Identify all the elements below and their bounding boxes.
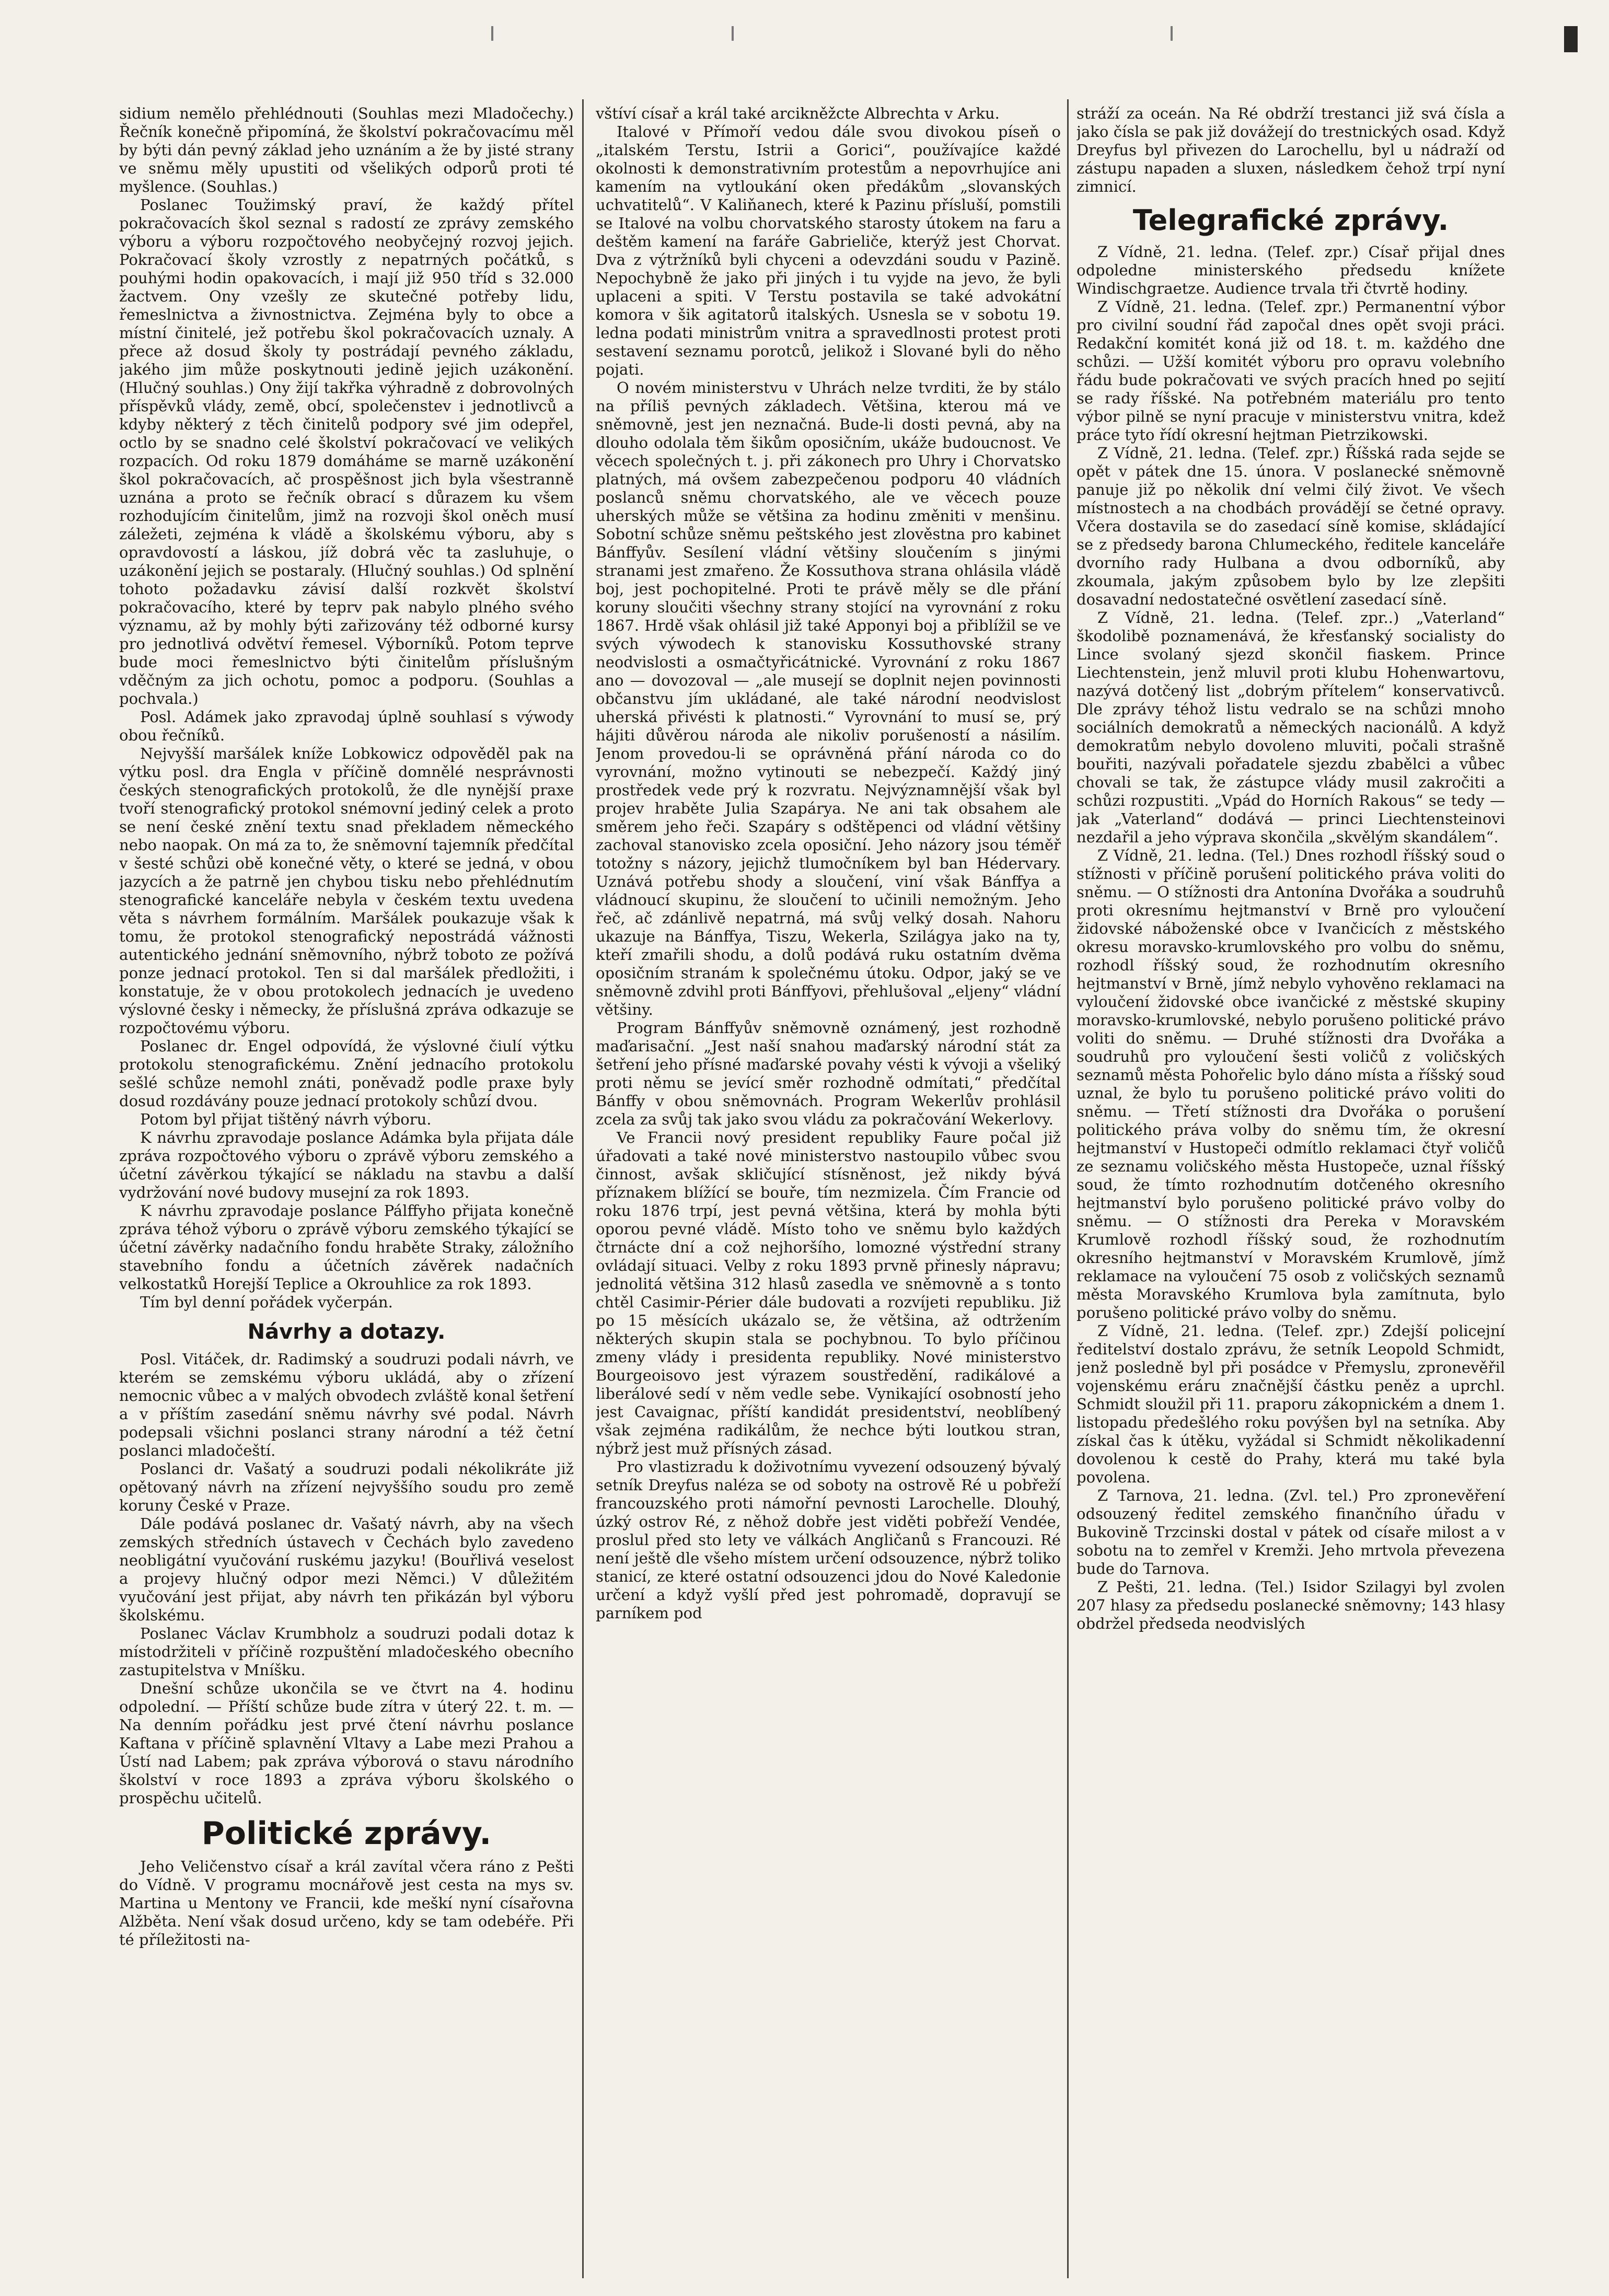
paragraph: Z Vídně, 21. ledna. (Telef. zpr.) Permanentní výbor pro civilní soudní řád započal dnes opět svoji práci. Redakční komitét koná již od 18. t. m. každého dne schůzi. — Užší komitét výboru pro opravu volebního řádu bude pokračovati ve svých pracích hned po sejití se rady říšské. Na potřebném materiálu pro tento výbor pilně se nyní pracuje v ministerstvu vnitra, kdež práce tyto řídí okresní hejtman Pietrzikowski.: [1076, 298, 1505, 444]
paragraph: Dnešní schůze ukončila se ve čtvrt na 4. hodinu odpolední. — Příští schůze bude zítra v úterý 22. t. m. — Na denním pořádku jest prvé čtení návrhu poslance Kaftana v příčině splavnění Vltavy a Labe mezi Prahou a Ústí nad Labem; pak zpráva výborová o stavu národního školství v roce 1893 a zpráva výboru školského o prospěchu učitelů.: [119, 1679, 574, 1807]
paragraph: Posl. Vitáček, dr. Radimský a soudruzi podali návrh, ve kterém se zemskému výboru ukládá, aby o zřízení nemocnic vůbec a v malých obvodech zvláště konal šetření a v příštím zasedání sněmu návrhy své podal. Návrh podepsali všichni poslanci strany národní a též četní poslanci mladočeští.: [119, 1350, 574, 1459]
paragraph: Dále podává poslanec dr. Vašatý návrh, aby na všech zemských středních ústavech v Čechách bylo zavedeno neobligátní vyučování ruskému jazyku! (Bouřlivá veselost a projevy hlučný odpor mezi Němci.) V důležitém vyučování jest přijat, aby návrh ten přikázán byl výboru školskému.: [119, 1515, 574, 1624]
column-rule: [1067, 99, 1069, 2278]
paragraph: Z Tarnova, 21. ledna. (Zvl. tel.) Pro zpronevěření odsouzený ředitel zemského finančního úřadu v Bukovině Trzcinski dostal v pátek od císaře milost a v sobotu na to zemřel v Kremži. Jeho mrtvola převezena bude do Tarnova.: [1076, 1487, 1505, 1578]
column-1: [119, 105, 574, 2278]
section-heading-politicke: Politické zprávy.: [201, 1815, 492, 1852]
paragraph: Posl. Adámek jako zpravodaj úplně souhlasí s výwody obou řečníků.: [119, 708, 574, 744]
paragraph: O novém ministerstvu v Uhrách nelze tvrditi, že by stálo na příliš pevných základech. Většina, kterou má ve sněmovně, jest jen neznačná. Bude-li dosti pevná, aby na dlouho odolala těm šikům oposičním, ukáže budoucnost. Ve věcech společných t. j. při zákonech pro Uhry i Chorvatsko platných, má ovšem zabezpečenou podporu 40 vládních poslanců sněmu chorvatského, ale ve věcech pouze uherských může se většina za hodinu změniti v menšinu. Sobotní schůze sněmu peštského jest zlověstna pro kabinet Bánffyův. Sesílení vládní většiny sloučením s jinými stranami jest zmařeno. Že Kossuthova strana ohlásila vládě boj, jest pochopitelné. Proti te právě měly se dle přání koruny sloučiti všechny strany stojící na vyrovnání z roku 1867. Hrdě však ohlásil již také Apponyi boj a přiblížil se ve svých výwodech k stanovisku Kossuthovské strany neodvislosti a osmačtyřicátnické. Vyrovnání z roku 1867 ano — dovozoval — „ale musejí se doplnit nejen povinnosti občanstvu jím ukládané, ale také národní neodvislost uherská přivésti k platnosti.“ Vyrovnání to musí se, prý hájiti důvěrou národa ale nikoliv porušeností a násilím. Jenom provedou-li se oprávněná přání národa co do vyrovnání, možno vytinouti se nebezpečí. Každý jiný prostředek vede prý k rozvratu. Nejvýznamnější však byl projev hraběte Julia Szapáryа. Ne ani tak obsahem ale směrem jeho řeči. Szapáry s odštěpenci od vládní většiny zachoval stanovisko zcela oposiční. Jeho názory jsou téměř totožny s názory, jejichž tlumočníkem byl ban Hédervary. Uznává potřebu shody a sloučení, viní však Bánffya a vládnoucí skupinu, že sloučení to učinili nemožným. Jeho řeč, ač zdánlivě nepatrná, má svůj velký dosah. Nahoru ukazuje na Bánffya, Tiszu, Wekerla, Szilágya jako na ty, kteří zmařili shodu, a dolů podává ruku ostatním dvěma oposičním stranám k společnému útoku. Odpor, jaký se ve sněmovně zdvihl proti Bánffyovi, přehlušoval „eljeny“ vládní většiny.: [596, 379, 1061, 1018]
paragraph: Jeho Veličenstvo císař a král zavítal včera ráno z Pešti do Vídně. V programu mocnářově jest cesta na mys sv. Martina u Mentony ve Francii, kde meškí nyní císařovna Alžběta. Není však dosud určeno, kdy se tam odebéře. Při té příležitosti na-: [119, 1858, 574, 1949]
paragraph: Poslanec Václav Krumbholz a soudruzi podali dotaz k místodržiteli v příčině rozpuštění mladočeského obecního zastupitelstva v Mníšku.: [119, 1625, 574, 1679]
paragraph: Z Vídně, 21. ledna. (Telef. zpr.) Říšská rada sejde se opět v pátek dne 15. února. V poslanecké sněmovně panuje již po několik dní velmi čilý život. Ve všech místnostech a na chodbách provádějí se četné opravy. Včera dostavila se do zasedací síně komise, skládající se z předsedy barona Chlumeckého, ředitele kanceláře dvorního rady Hulbana a dvou odborníků, aby zkoumala, jakým způsobem bylo by lze zlepšiti dosavadní nedostatečné osvětlení zasedací síně.: [1076, 444, 1505, 608]
paragraph: Nejvyšší maršálek kníže Lobkowicz odpověděl pak na výtku posl. dra Engla v příčině domnělé nesprávnosti českých stenografických protokolů, že dle nynější praxe tvoří stenografický protokol snémovní jediný celek a proto se není české znění textu snad překladem německého nebo naopak. On má za to, že sněmovní tajemník předčítal v šesté schůzi obě konečné věty, o které se jedná, v obou jazycích a že patrně jen chybou tisku nebo přehlédnutím stenografické kanceláře nebyla v českém textu uvedena věta s návrhem formálním. Maršálek poukazuje však k tomu, že protokol stenografický nepostrádá vážnosti autentického jednání sněmovního, nýbrž toboto ze požívá ponze jednací protokol. Ten si dal maršálek předložiti, i konstatuje, že v obou protokolech jednacích je uvedeno výslovné česky i německy, že příslušná zpráva odkazuje se rozpočtovému výboru.: [119, 745, 574, 1037]
column-rule: [582, 99, 584, 2278]
paragraph: Z Vídně, 21. ledna. (Telef. zpr.) Císař přijal dnes odpoledne ministerského předsedu knížete Windischgraetze. Audience trvala tři čtvrtě hodiny.: [1076, 243, 1505, 297]
paragraph: Z Vídně, 21. ledna. (Telef. zpr.) Zdejší policejní ředitelství dostalo zprávu, že setník Leopold Schmidt, jenž posledně byl při posádce v Přemyslu, zpronevěřil vojenskému eráru značnější částku peněz a uprchl. Schmidt sloužil při 11. praporu zákopnickém a dnem 1. listopadu předešlého roku povýšen byl na setníka. Aby získal čas k útěku, vyžádal si Schmidt několikadenní dovolenou k cestě do Prahy, která mu také byla povolena.: [1076, 1322, 1505, 1486]
paragraph: Potom byl přijat tištěný návrh výboru.: [140, 1110, 432, 1128]
paragraph: stráží za oceán. Na Ré obdrží trestanci již svá čísla a jako čísla se pak již dovážejí do trestnických osad. Když Dreyfus byl přivezen do Larochellu, byl u nádraží od zástupu napaden a sluxen, následkem čehož trpí nyní zimnicí.: [1076, 105, 1505, 195]
page-edge-mark: [1564, 26, 1578, 52]
margin-mark: [491, 26, 493, 41]
column-3: [1076, 105, 1505, 2278]
section-heading-navrhy: Návrhy a dotazy.: [247, 1320, 446, 1344]
paragraph: Pro vlastizradu k doživotnímu vyvezení odsouzený bývalý setník Dreyfus naléza se od soboty na ostrově Ré u pobřeží francouzského proti námořní pevnosti Larochelle. Dlouhý, úzký ostrov Ré, z něhož dobře jest viděti pobřeží Vendée, proslul před sto lety ve válkách Angličanů s Francouzi. Ré není ještě dle všeho místem určení odsouzence, nýbrž toliko stanicí, ze které ostatní odsouzenci jdou do Nové Kaledonie určení a když vyšlí před jest pohromadě, dopravují se parníkem pod: [596, 1458, 1061, 1622]
paragraph: K návrhu zpravodaje poslance Pálffyho přijata konečně zpráva téhož výboru o zprávě výboru zemského týkající se účetní závěrky nadačního fondu hraběte Straky, záložního stavebního fondu a účetních závěrek nadačních velkostatků Horejší Teplice a Okrouhlice za rok 1893.: [119, 1202, 574, 1293]
paragraph: sidium nemělo přehlédnouti (Souhlas mezi Mladočechy.) Řečník konečně připomíná, že školství pokračovacímu měl by býti dán pevný základ jeho uznáním a že by jisté strany ve sněmu měly upustiti od všelikých odporů proti té myšlence. (Souhlas.): [119, 105, 574, 195]
paragraph: Z Vídně, 21. ledna. (Telef. zpr..) „Vaterland“ škodolibě poznamenává, že křesťanský socialisty do Lince svolaný sjezd skončil fiaskem. Prince Liechtenstein, jenž mluvil proti klubu Hohenwartovu, nazývá dotčený list „dobrým přítelem“ konservativců. Dle zprávy téhož listu vedralo se na schůzi mnoho sociálních demokratů a německých nacionálů. A když demokratům nebylo dovoleno mluviti, počali strašně bouřiti, nazývali pořadatele sjezdu zbabělci a vůbec chovali se tak, že zástupce vlády musil zakročiti a schůzi rozpustiti. „Vpád do Horních Rakous“ se tedy — jak „Vaterland“ dodává — princi Liechtensteinovi nezdařil a jeho výprava skončila „skvělým skandálem“.: [1076, 609, 1505, 846]
margin-mark: [732, 26, 734, 41]
margin-mark: [1171, 26, 1173, 41]
paragraph: vštíví císař a král také arcikněžcte Albrechta v Arku.: [596, 105, 1000, 122]
paragraph: Poslanci dr. Vašatý a soudruzi podali nékolikráte již opětovaný návrh na zřízení nejvyššího soudu pro země koruny České v Praze.: [119, 1460, 574, 1514]
column-2: [596, 105, 1061, 2278]
top-margin: [0, 16, 1609, 47]
paragraph: Poslanec Toužimský praví, že každý přítel pokračovacích škol seznal s radostí ze zprávy zemského výboru a výboru rozpočtového neobyčejný rozvoj jejich. Pokračovací školy vzrostly z nepatrných počátků, s pouhými hodin opakovacích, i mají již 950 tříd s 32.000 žactvem. Ony vzešly ze skutečné potřeby lidu, řemeslnictva a živnostnictva. Zejména byly to obce a místní činitelé, jež potřebu škol pokračovacích uznaly. A přece až dosud školy ty postrádají pevného základu, jakého jim může poskytnouti jedině jejich uzákonění. (Hlučný souhlas.) Ony žijí takřka výhradně z dobrovolných příspěvků vlády, země, obcí, společenstev i jednotlivců a kdyby některý z těch činitelů podpory své jim odepřel, octlo by se snadno celé školství pokračovací ve velikých rozpacích. Od roku 1879 domáháme se marně uzákonění škol pokračovacích, ač prospěšnost jich byla všestranně uznána a proto se řečník obrací s důrazem ku všem rozhodujícím činitelům, jimž na rozvoji škol oněch musí záležeti, zejména k vládě a školskému výboru, aby s opravdovostí a láskou, jíž dobrá věc ta zasluhuje, o uzákonění jejich se postaraly. (Hlučný souhlas.) Od splnění tohoto požadavku závisí další rozkvět školství pokračovacího, které by teprv pak nabylo plného svého významu, až by mohly býti zařizovány též odborné kursy pro jednotlivá odvětví řemesel. Výborníků. Potom teprve bude moci řemeslnictvo býti činitelům příslušným vděčným za jich ochotu, pomoc a podporu. (Souhlas a pochvala.): [119, 196, 574, 708]
paragraph: Program Bánffyův sněmovně oznámený, jest rozhodně maďarisační. „Jest naší snahou maďarský národní stát za šetření jeho přísné maďarské povahy vésti k vývoji a všeliký proti němu se jevící směr rozhodně odmítati,“ předčítal Bánffy v obou sněmovnách. Program Wekerlův prohlásil zcela za svůj tak jako svou vládu za pokračování Wekerlovy.: [596, 1019, 1061, 1128]
paragraph: Ve Francii nový president republiky Faure počal již úřadovati a také nové ministerstvo nastoupilo vůbec svou činnost, avšak skličující stísněnost, jež nikdy bývá příznakem blížící se bouře, tím nezmizela. Čím Francie od roku 1876 trpí, jest pevná většina, která by mohla býti oporou pevné vládě. Místo toho ve sněmu bylo každých čtrnácte dní a což nejhoršího, lomozné výstřední strany ovládají situaci. Velby z roku 1893 prvně přinesly nápravu; jednolitá většina 312 hlasů zasedla ve sněmovně a s tonto chtěl Casimir-Périer dále budovati a rozvíjeti republiku. Již po 15 měsících ukázalo se, že většina, až odtržením některých skupin stala se pochybnou. To bylo příčinou zmeny vlády i presidenta republiky. Nové ministerstvo Bourgeoisovo jest výrazem soustředění, radikálové a liberálové sedí v něm vedle sebe. Vynikající osobností jeho jest Cavaignac, příští kandidát presidentství, neoblíbený však zejména radikálům, že nechce býti loutkou stran, nýbrž jest muž přísných zásad.: [596, 1129, 1061, 1457]
section-heading-telegraficke: Telegrafické zprávy.: [1132, 204, 1449, 237]
paragraph: Z Pešti, 21. ledna. (Tel.) Isidor Szilagyi byl zvolen 207 hlasy za předsedu poslanecké sněmovny; 143 hlasy obdržel předseda neodvislých: [1076, 1578, 1505, 1632]
paragraph: Poslanec dr. Engel odpovídá, že výslovné čiulí výtku protokolu stenografickému. Znění jednacího protokolu sešlé schůze nemohl znáti, poněvadž podle praxe byly dosud rozdávány pouze jednací protokoly schůzí dvou.: [119, 1037, 574, 1110]
paragraph: Tím byl denní pořádek vyčerpán.: [140, 1293, 393, 1311]
paragraph: Italové v Přímoří vedou dále svou divokou píseň o „italském Terstu, Istrii a Gorici“, používajíce každé okolnosti k demonstrativním protestům a nepovrhujíce ani kamením na vytloukání oken předákům „slovanských uchvatitelů“. V Kaliňanech, které k Pazinu přísluší, pomstili se Italové na volbu chorvatského starosty útokem na faru a deštěm kamení na faráře Gabrieliče, kterýž jest Chorvat. Dva z výtržníků byli chyceni a odevzdáni soudu v Pazině. Nepochybně že jako při jiných i tu vyjde na jevo, že byli uplaceni a spiti. V Terstu postavila se také advokátní komora v šik agitatorů italských. Usnesla se v sobotu 19. ledna podati ministrům vnitra a spravedlnosti protest proti sestavení seznamu porotců, jelikož i Slované byli do něho pojati.: [596, 123, 1061, 378]
paragraph: K návrhu zpravodaje poslance Adámka byla přijata dále zpráva rozpočtového výboru o zprávě výboru zemského a účetní závěrkou týkající se nákladu na stavbu a další vydržování nové budovy musejní za rok 1893.: [119, 1129, 574, 1201]
paragraph: Z Vídně, 21. ledna. (Tel.) Dnes rozhodl říšský soud o stížnosti v příčině porušení politického práva voliti do sněmu. — O stížnosti dra Antonína Dvořáka a soudruhů proti okresnímu hejtmanství v Brně pro vyloučení židovské náboženské obce v Ivančicích z městského okresu moravsko-krumlovského pro volbu do sněmu, rozhodl říšský soud, že rozhodnutím okresního hejtmanství v Brně, jímž nebylo vyhověno reklamaci na vyloučení židovské obce ivančické z městské skupiny moravsko-krumlovské, nebylo porušeno politické právo voliti do sněmu. — Druhé stížnosti dra Dvořáka a soudruhů pro vyloučení šesti voličů z voličských seznamů města Pohořelic bylo dáno místa a říšský soud uznal, že bylo tu porušeno politické právo voliti do sněmu. — Třetí stížnosti dra Dvořáka o porušení politického práva volby do sněmu tím, že okresní hejtmanství v Hustopeči odmítlo reklamaci čtyř voličů ze seznamu voličského města Hustopeče, uznal říšský soud, že tímto rozhodnutím dotčeného okresního hejtmanství bylo porušeno politické právo volby do sněmu. — O stížnosti dra Pereka v Moravském Krumlově rozhodl říšský soud, že rozhodnutím okresního hejtmanství v Moravském Krumlově, jímž reklamace na vyloučení 75 osob z voličských seznamů města Moravského Krumlova byla zamítnuta, bylo porušeno politické právo volby do sněmu.: [1076, 846, 1505, 1321]
